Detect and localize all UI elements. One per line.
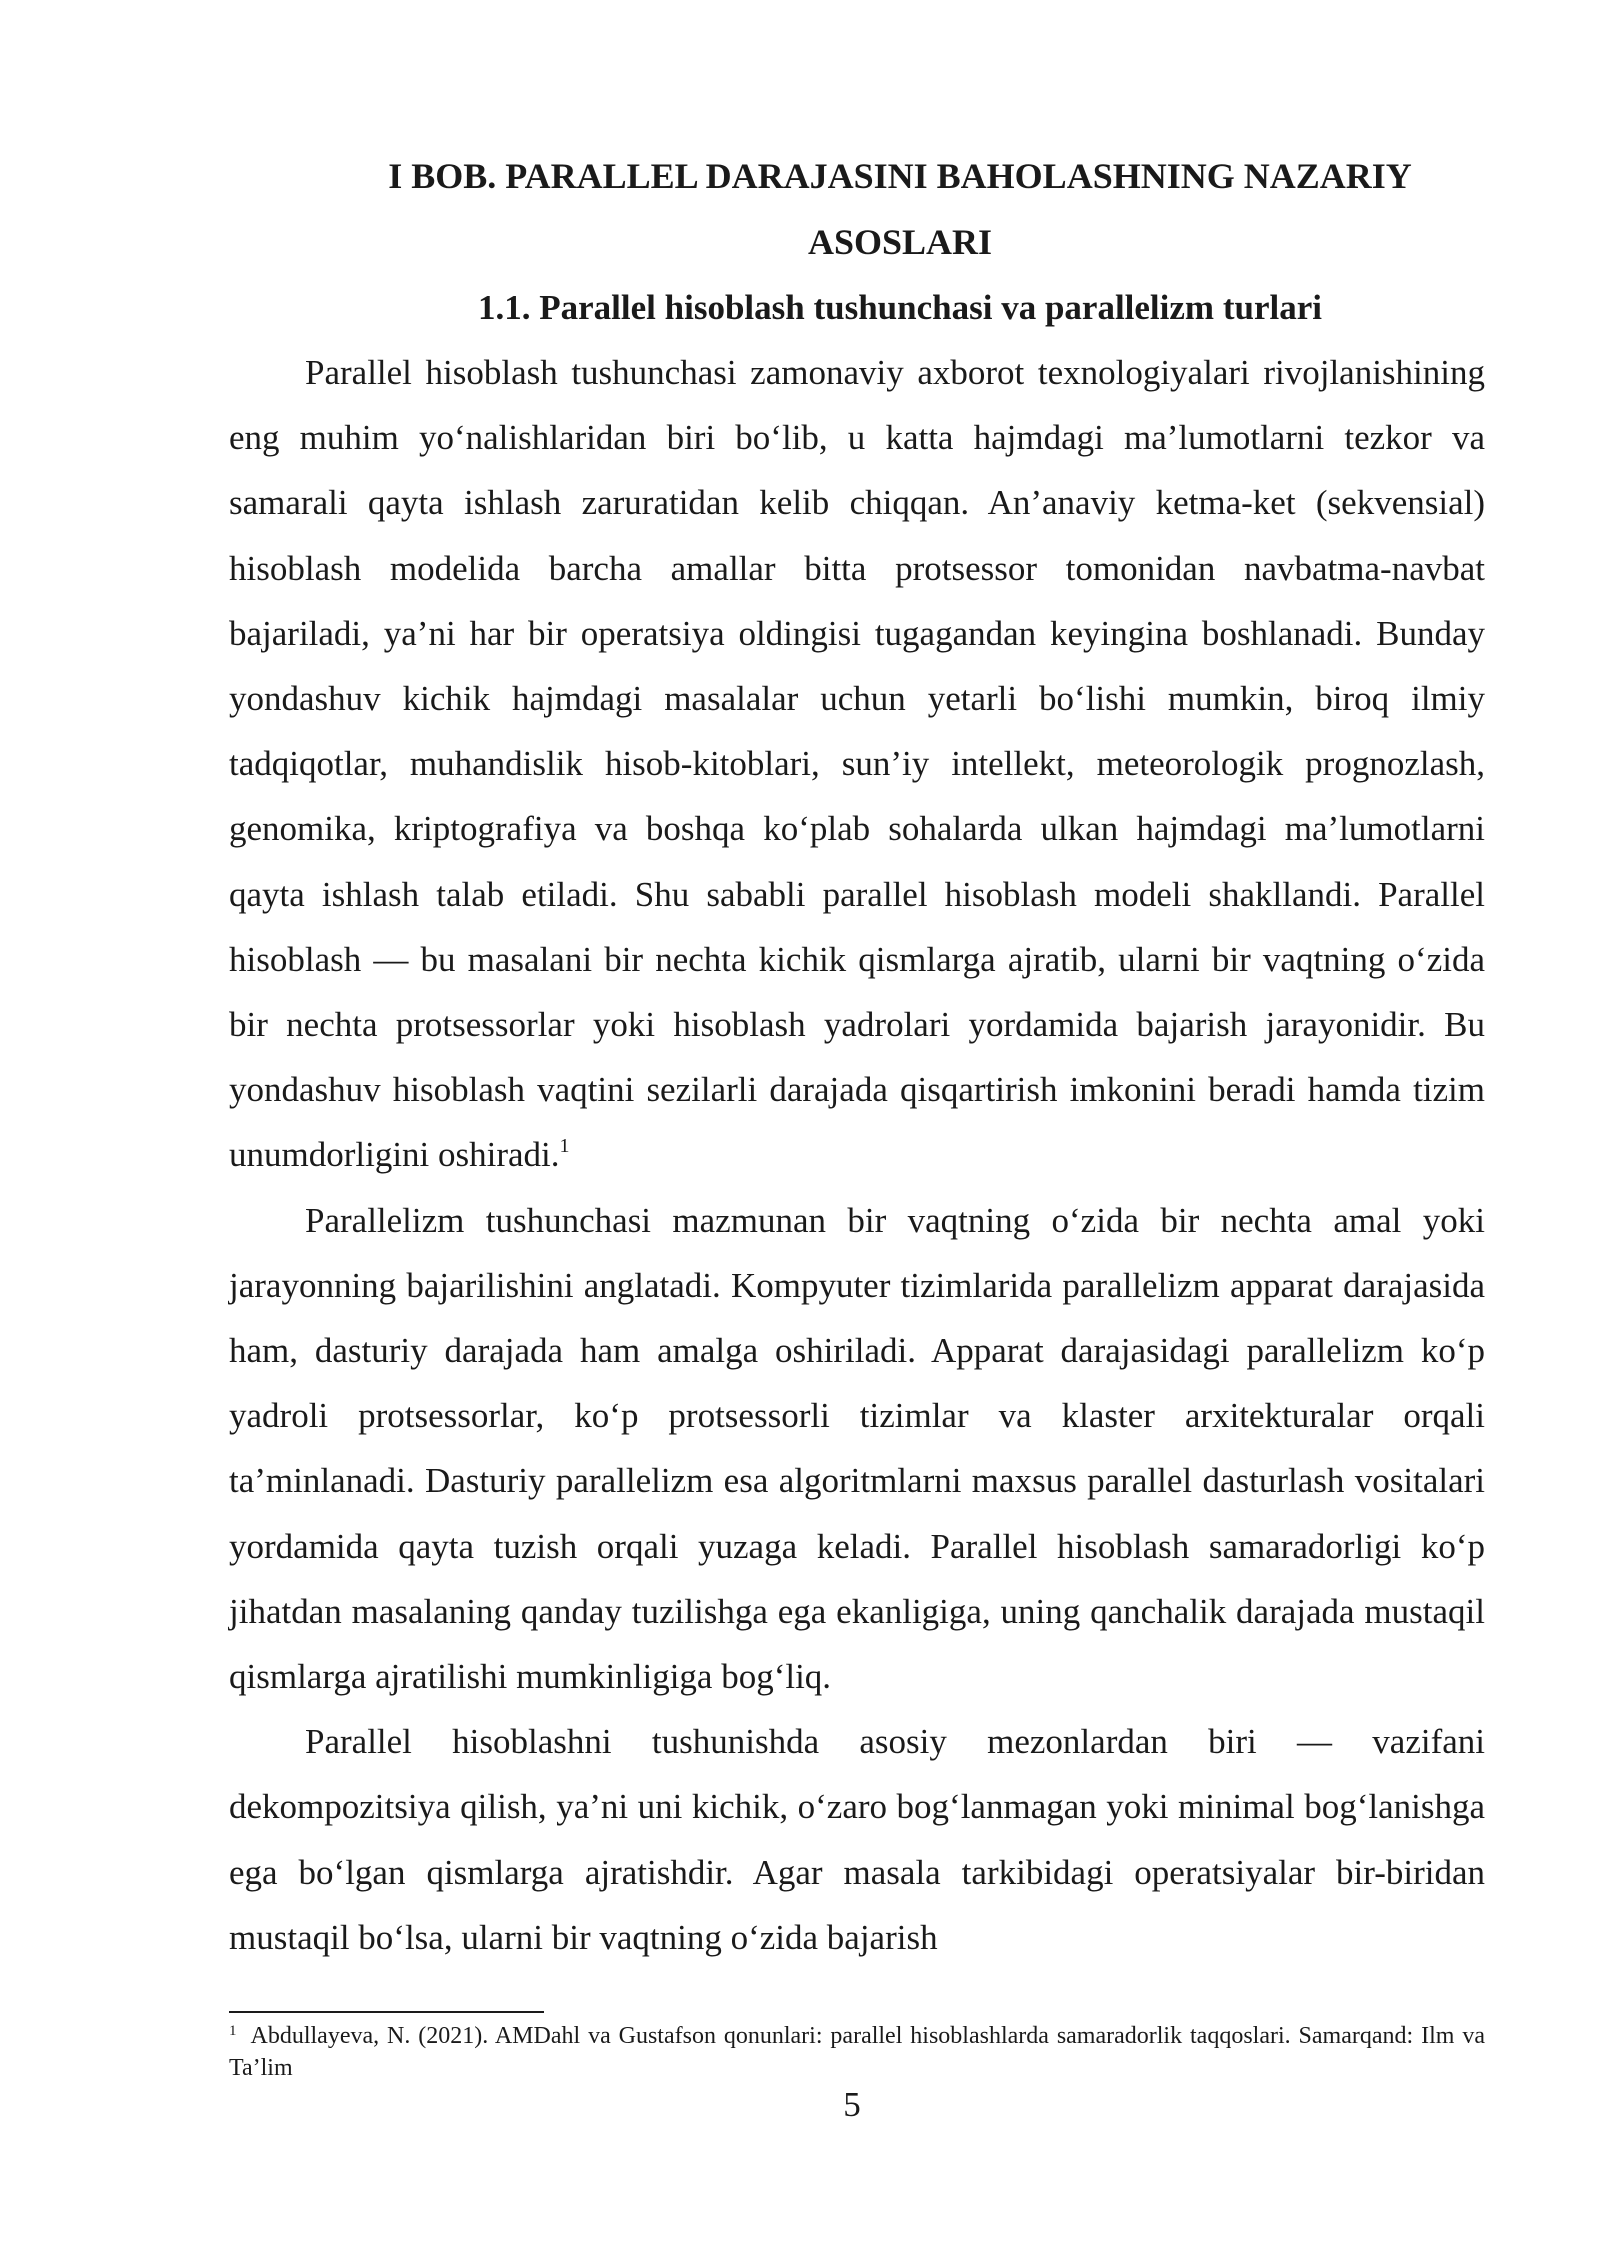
section-title: 1.1. Parallel hisoblash tushunchasi va parallelizm turlari (478, 288, 1322, 327)
footnote-reference[interactable]: 1 (559, 1135, 570, 1158)
body-text (229, 340, 1485, 1970)
chapter-title: I BOB. PARALLEL DARAJASINI BAHOLASHNING NAZARIY ASOSLARI (388, 156, 1412, 262)
paragraph: Parallelizm tushunchasi mazmunan bir vaqtning o‘zida bir nechta amal yoki jarayonning bajarilishini anglatadi. Kompyuter tizimlarida parallelizm apparat darajasida ham, dasturiy darajada ham amalga oshiriladi. Apparat darajasidagi parallelizm ko‘p yadroli protsessorlar, ko‘p protsessorli tizimlar va klaster arxitekturalar orqali ta’minlanadi. Dasturiy parallelizm esa algoritmlarni maxsus parallel dasturlash vositalari yordamida qayta tuzish orqali yuzaga keladi. Parallel hisoblash samaradorligi ko‘p jihatdan masalaning qanday tuzilishga ega ekanligiga, uning qanchalik darajada mustaqil qismlarga ajratilishi mumkinligiga bog‘liq. (229, 1200, 1485, 1697)
footnote-number: 1 (229, 2023, 237, 2039)
paragraph (229, 340, 1485, 1188)
footnote-separator (229, 2011, 544, 2013)
footnote-text: Abdullayeva, N. (2021). AMDahl va Gustafson qonunlari: parallel hisoblashlarda samaradorlik taqqoslari. Samarqand: Ilm va Ta’lim (229, 2023, 1485, 2081)
footnote (229, 2020, 1485, 2084)
page-number: 5 (843, 2085, 861, 2124)
paragraph: Parallel hisoblashni tushunishda asosiy mezonlardan biri — vazifani dekompozitsiya qilish, ya’ni uni kichik, o‘zaro bog‘lanmagan yoki minimal bog‘lanishga ega bo‘lgan qismlarga ajratishdir. Agar masala tarkibidagi operatsiyalar bir-biridan mustaqil bo‘lsa, ularni bir vaqtning o‘zida bajarish (229, 1722, 1485, 1957)
paragraph-text: Parallel hisoblash tushunchasi zamonaviy axborot texnologiyalari rivojlanishining eng muhim yo‘nalishlaridan biri bo‘lib, u katta hajmdagi ma’lumotlarni tezkor va samarali qayta ishlash zaruratidan kelib chiqqan. An’anaviy ketma-ket (sekvensial) hisoblash modelida barcha amallar bitta protsessor tomonidan navbatma-navbat bajariladi, ya’ni har bir operatsiya oldingisi tugagandan keyingina boshlanadi. Bunday yondashuv kichik hajmdagi masalalar uchun yetarli bo‘lishi mumkin, biroq ilmiy tadqiqotlar, muhandislik hisob-kitoblari, sun’iy intellekt, meteorologik prognozlash, genomika, kriptografiya va boshqa ko‘plab sohalarda ulkan hajmdagi ma’lumotlarni qayta ishlash talab etiladi. Shu sababli parallel hisoblash modeli shakllandi. Parallel hisoblash — bu masalani bir nechta kichik qismlarga ajratib, ularni bir vaqtning o‘zida bir nechta protsessorlar yoki hisoblash yadrolari yordamida bajarish jarayonidir. Bu yondashuv hisoblash vaqtini sezilarli darajada qisqartirish imkonini beradi hamda tizim unumdorligini oshiradi. (229, 353, 1485, 1175)
